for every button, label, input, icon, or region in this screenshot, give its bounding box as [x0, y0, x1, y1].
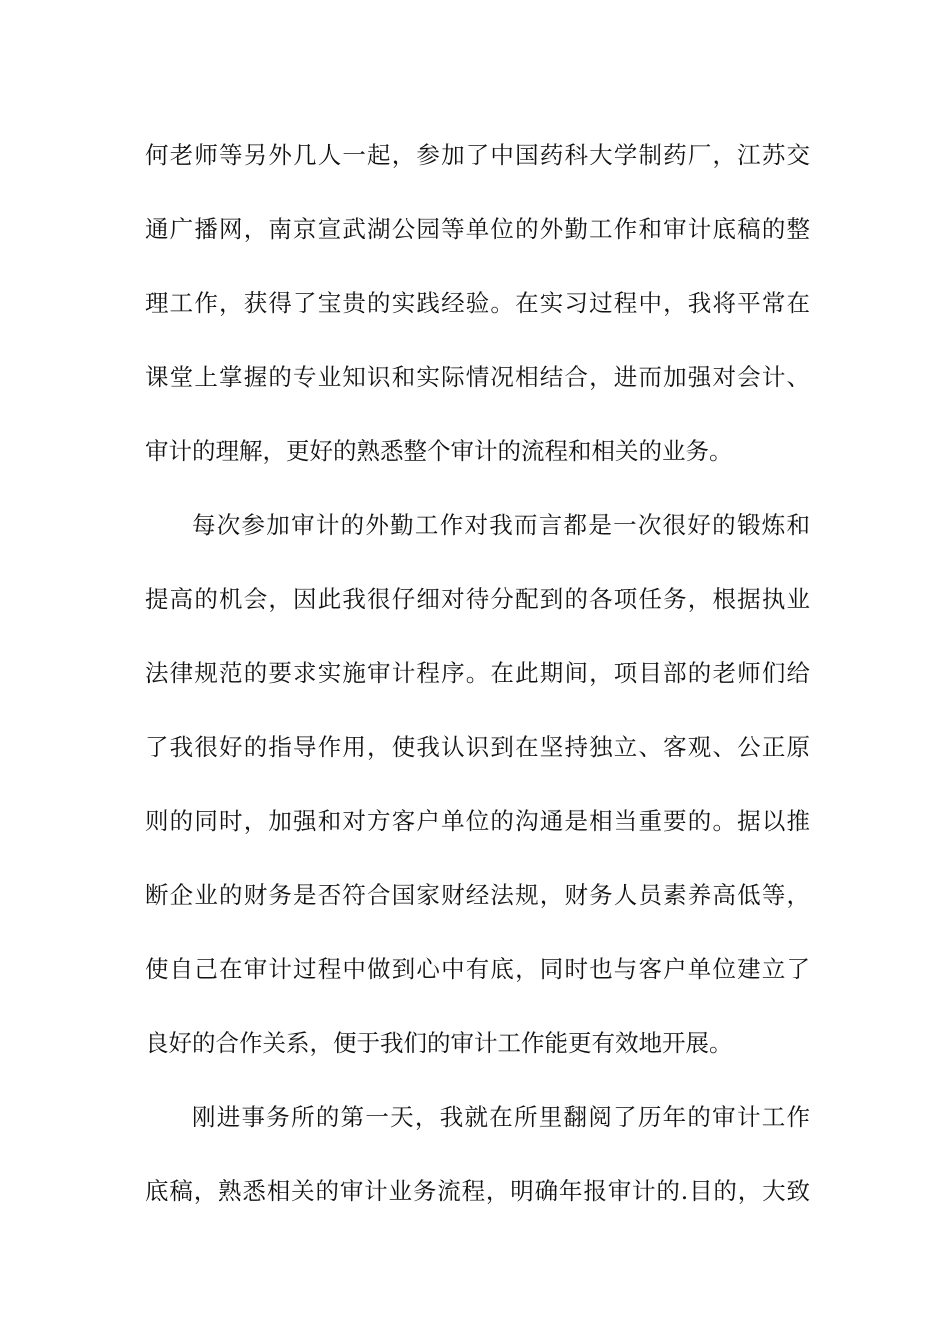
text-line: 使自己在审计过程中做到心中有底，同时也与客户单位建立了: [145, 955, 810, 983]
text-line: 法律规范的要求实施审计程序。在此期间，项目部的老师们给: [145, 659, 810, 687]
text-line: 了我很好的指导作用，使我认识到在坚持独立、客观、公正原: [145, 733, 810, 761]
text-line: 则的同时，加强和对方客户单位的沟通是相当重要的。据以推: [145, 807, 810, 835]
text-line: 断企业的财务是否符合国家财经法规，财务人员素养高低等，: [145, 881, 810, 909]
document-body: [145, 130, 810, 1240]
paragraph-1: [145, 130, 810, 500]
text-line: 理工作，获得了宝贵的实践经验。在实习过程中，我将平常在: [145, 289, 810, 317]
text-line: 何老师等另外几人一起，参加了中国药科大学制药厂，江苏交: [145, 141, 810, 169]
text-line: 通广播网，南京宣武湖公园等单位的外勤工作和审计底稿的整: [145, 215, 810, 243]
text-line: 每次参加审计的外勤工作对我而言都是一次很好的锻炼和: [192, 511, 810, 539]
text-line: 良好的合作关系，便于我们的审计工作能更有效地开展。: [145, 1029, 733, 1057]
paragraph-3: [145, 1092, 810, 1240]
text-line: 提高的机会，因此我很仔细对待分配到的各项任务，根据执业: [145, 585, 810, 613]
text-line: 课堂上掌握的专业知识和实际情况相结合，进而加强对会计、: [145, 363, 810, 391]
text-line: 审计的理解，更好的熟悉整个审计的流程和相关的业务。: [145, 437, 733, 465]
text-line: 刚进事务所的第一天，我就在所里翻阅了历年的审计工作: [192, 1103, 810, 1131]
text-line: 底稿，熟悉相关的审计业务流程，明确年报审计的.目的，大致: [145, 1177, 810, 1205]
paragraph-2: [145, 500, 810, 1092]
